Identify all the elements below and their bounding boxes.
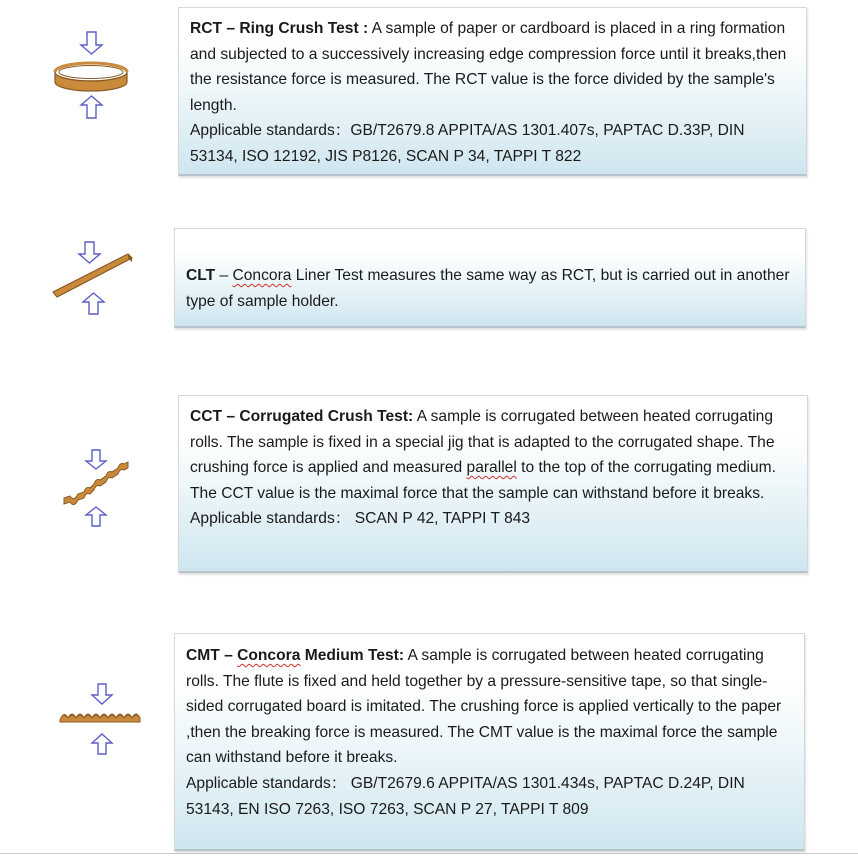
- clt-name-word: Concora: [232, 267, 292, 284]
- up-arrow-icon: [86, 507, 106, 526]
- down-arrow-icon: [92, 684, 112, 704]
- ring-sample-icon: [50, 28, 134, 122]
- strip-sample-icon: [48, 238, 138, 318]
- rct-standards-label: Applicable standards：: [190, 122, 351, 140]
- cct-description-a: A sample is corrugated between heated corrugating rolls. The sample is fixed in a special jig that is adapted to the corrugated shape. The crushing force is applied and measured: [190, 408, 775, 477]
- cmt-title-a: CMT –: [186, 647, 238, 664]
- cmt-description: A sample is corrugated between heated corrugating rolls. The flute is fixed and held together by a pressure-sensitive tape, so that single-sided corrugated board is imitated. The crushing force is applied vertically to the paper ,then the breaking force is measured. The CMT value is the maximal force the sample can withstand before it breaks.: [186, 647, 782, 767]
- clt-abbr: CLT: [186, 267, 216, 284]
- clt-dash: –: [215, 267, 233, 284]
- cmt-description-box: [174, 633, 805, 851]
- cct-standards: [190, 506, 797, 532]
- cct-paragraph: [190, 404, 797, 506]
- rct-standards-list: GB/T2679.8 APPITA/AS 1301.407s, PAPTAC D.33P, DIN 53134, ISO 12192, JIS P8126, SCAN P 34, TAPPI T 822: [190, 122, 745, 165]
- cct-description-word: parallel: [466, 459, 517, 477]
- corrugated-medium-icon: [56, 680, 146, 758]
- rct-description-box: [178, 7, 807, 176]
- cmt-title-word: Concora: [237, 647, 301, 664]
- clt-paragraph: [186, 263, 795, 314]
- cmt-standards: [186, 771, 794, 822]
- cmt-paragraph: [186, 643, 794, 771]
- cct-description-b: to the top of the corrugating medium. The CCT value is the maximal force that the sample can withstand before it breaks.: [190, 459, 776, 502]
- rct-title: RCT – Ring Crush Test :: [190, 20, 369, 37]
- clt-description: Liner Test measures the same way as RCT, but is carried out in another type of sample holder.: [186, 267, 790, 310]
- down-arrow-icon: [79, 242, 100, 263]
- cct-description-box: [178, 395, 808, 573]
- ring-shape: [55, 63, 127, 91]
- cmt-standards-label: Applicable standards：: [186, 774, 347, 792]
- cct-standards-list: SCAN P 42, TAPPI T 843: [350, 510, 531, 528]
- clt-description-box: [174, 228, 806, 328]
- up-arrow-icon: [92, 734, 112, 754]
- cmt-title: [186, 647, 404, 664]
- down-arrow-icon: [81, 32, 102, 54]
- cct-standards-label: Applicable standards：: [190, 510, 351, 528]
- up-arrow-icon: [83, 293, 104, 314]
- cmt-title-b: Medium Test:: [300, 647, 405, 664]
- corrugated-step-icon: [56, 446, 134, 528]
- corrugated-wave-shape: [60, 714, 140, 722]
- up-arrow-icon: [81, 96, 102, 118]
- cct-title: CCT – Corrugated Crush Test:: [190, 408, 414, 425]
- page-bottom-divider: [0, 853, 858, 854]
- rct-description: A sample of paper or cardboard is placed in a ring formation and subjected to a successively increasing edge compression force until it breaks,then the resistance force is measured. The RCT value is the force divided by the sample's length.: [190, 20, 787, 114]
- rct-paragraph: [190, 16, 796, 118]
- cmt-standards-list: GB/T2679.6 APPITA/AS 1301.434s, PAPTAC D.24P, DIN 53143, EN ISO 7263, ISO 7263, SCAN P 27, TAPPI T 809: [186, 774, 745, 818]
- rct-standards: [190, 118, 796, 169]
- down-arrow-icon: [86, 450, 106, 469]
